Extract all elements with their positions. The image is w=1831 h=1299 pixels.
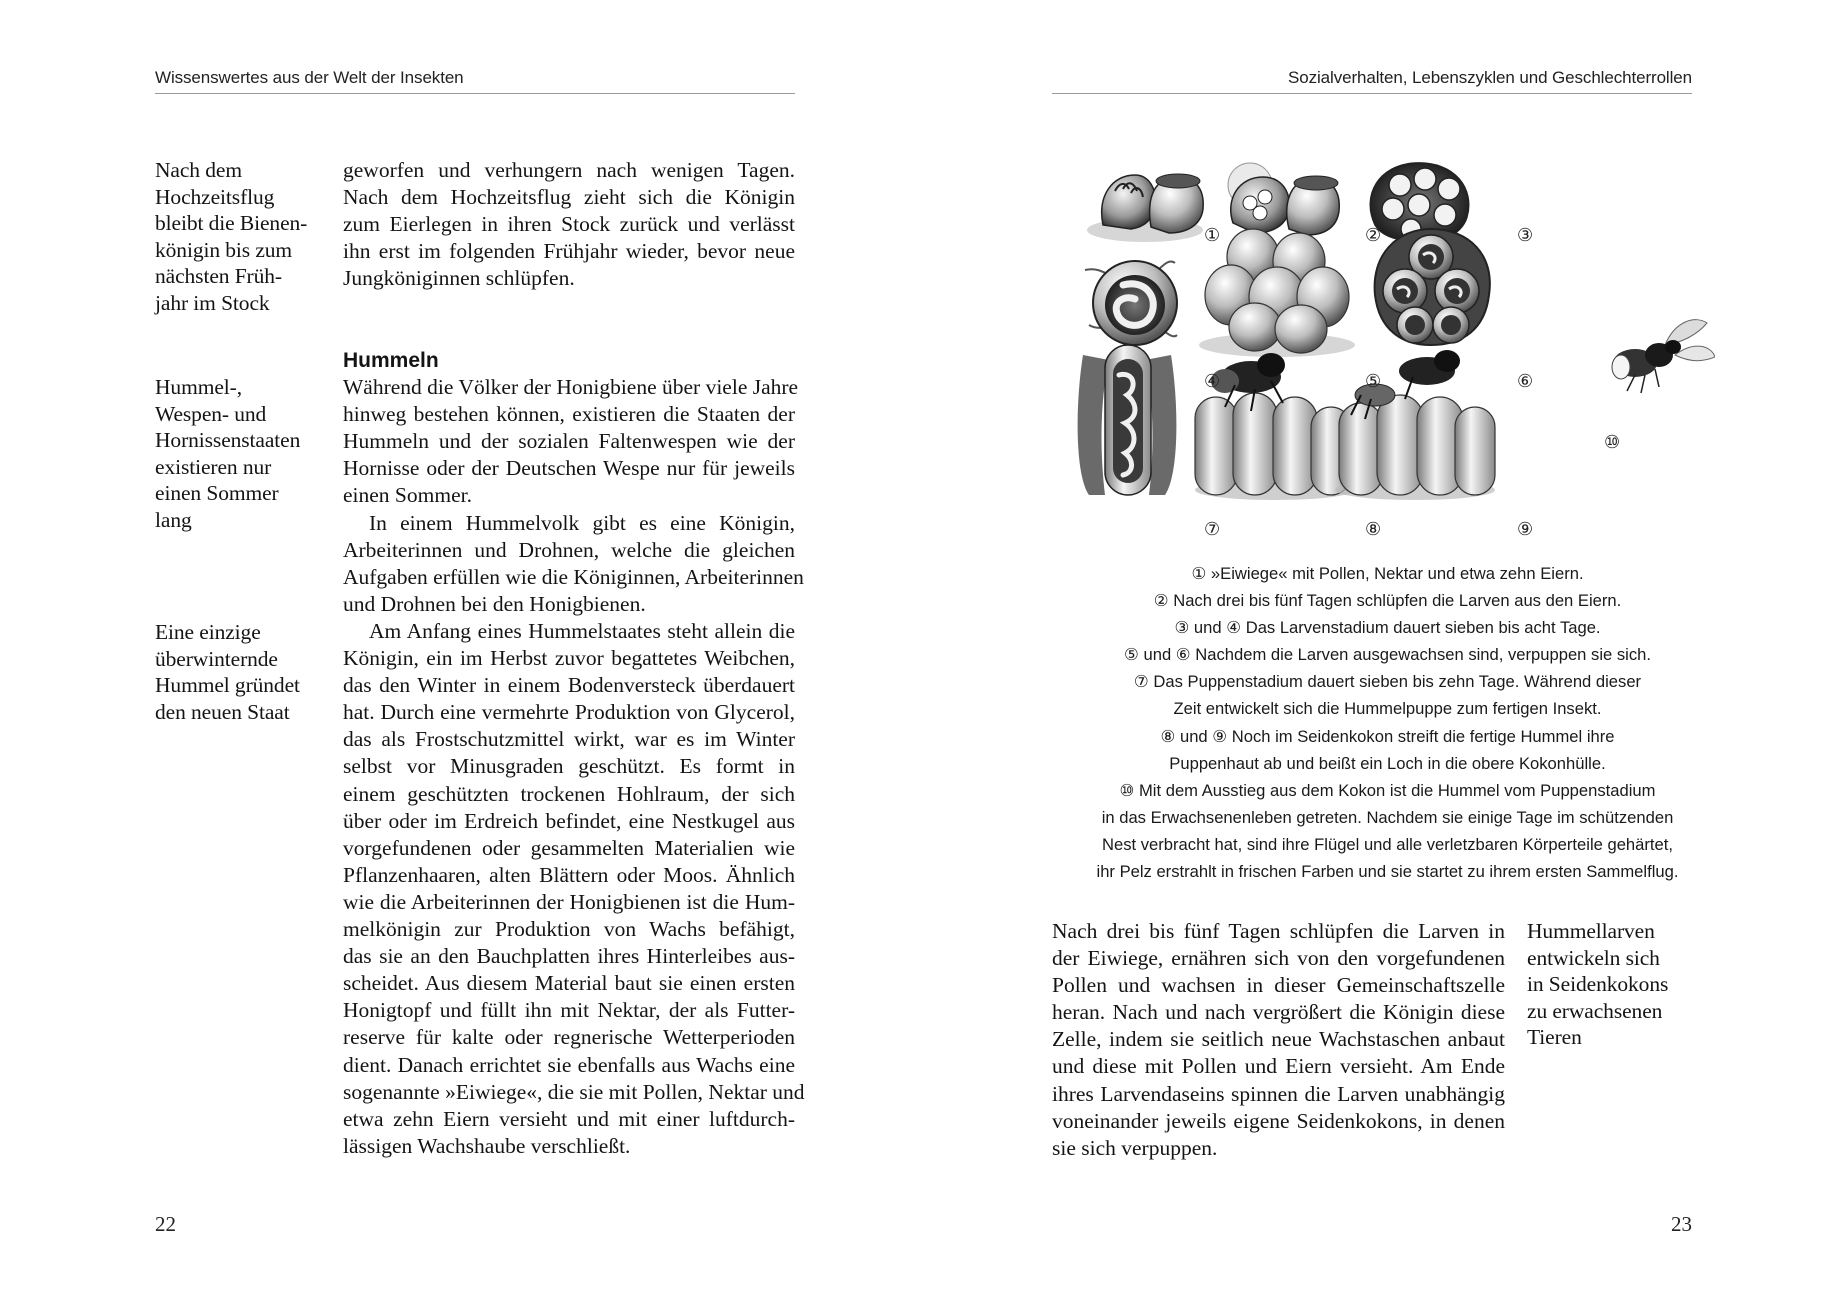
- caption-line: ⑦ Das Puppenstadium dauert sieben bis zehn Tage. Während dieser: [1133, 672, 1642, 692]
- text-line: reserve für kalte oder regnerische Wetterperioden: [343, 1025, 795, 1050]
- cocoon-cluster-illustration: [1199, 225, 1355, 357]
- margin-note-line: Eine einzige: [155, 620, 261, 644]
- margin-note-line: Hummel gründet: [155, 673, 300, 697]
- text-line: dient. Danach errichtet sie ebenfalls aus Wachs eine: [343, 1052, 795, 1077]
- figure-number-8: ⑧: [1365, 519, 1382, 540]
- caption-line: ② Nach drei bis fünf Tagen schlüpfen die Larven aus den Eiern.: [1153, 591, 1622, 611]
- margin-note-line: Hornissenstaaten: [155, 428, 301, 452]
- margin-note-2: [155, 374, 300, 533]
- text-line: und diese mit Pollen und Eiern versieht. Am Ende: [1052, 1054, 1505, 1079]
- single-larva-cell-illustration: [1085, 261, 1177, 345]
- text-line: ihres Larvendaseins spinnen die Larven unabhängig: [1052, 1081, 1505, 1106]
- text-line: das den Winter in einem Bodenversteck überdauert: [343, 673, 795, 698]
- text-line: Pollen und wachsen in dieser Gemeinschaftszelle: [1052, 973, 1505, 998]
- figure-caption: [1080, 560, 1695, 885]
- text-line: Honigtopf und füllt ihn mit Nektar, der als Futter-: [343, 998, 795, 1023]
- figure-number-5: ⑤: [1365, 371, 1382, 392]
- caption-line: Nest verbracht hat, sind ihre Flügel und alle verletzbaren Körperteile gehärtet,: [1102, 834, 1673, 854]
- margin-note-line: bleibt die Bienen-: [155, 211, 308, 235]
- open-cocoons-illustration: [1375, 229, 1490, 345]
- margin-note-line: Hummel-,: [155, 375, 242, 399]
- text-line: heran. Nach und nach vergrößert die Königin diese: [1052, 1000, 1505, 1025]
- margin-note-line: jahr im Stock: [155, 290, 270, 315]
- bumblebee-development-illustrations: [1075, 145, 1715, 550]
- text-line: Aufgaben erfüllen wie die Königinnen, Arbeiterinnen: [343, 565, 804, 590]
- margin-note-line: überwinternde: [155, 646, 278, 671]
- page-number-right: 23: [1671, 1212, 1692, 1236]
- caption-line: in das Erwachsenenleben getreten. Nachdem sie einige Tage im schützenden: [1101, 807, 1674, 827]
- text-line: Königin, ein im Herbst zuvor begattetes Weibchen,: [343, 646, 795, 671]
- bees-on-cocoons-illustration: [1335, 350, 1495, 500]
- margin-note-line: Hummellarven: [1527, 919, 1655, 943]
- caption-line: ihr Pelz erstrahlt in frischen Farben und sie startet zu ihrem ersten Sammelflug.: [1096, 862, 1679, 882]
- margin-note-3: [155, 619, 300, 725]
- text-line: Jungköniginnen schlüpfen.: [343, 266, 575, 291]
- body-paragraph-4: [343, 618, 805, 1160]
- margin-note-1: [155, 157, 307, 316]
- text-line: über oder im Erdreich befindet, eine Nestkugel aus: [343, 808, 795, 833]
- text-line: einen Sommer.: [343, 483, 472, 508]
- text-line: sie sich verpuppen.: [1052, 1135, 1218, 1160]
- text-line: Am Anfang eines Hummelstaates steht allein die: [369, 619, 795, 643]
- margin-note-line: Wespen- und: [155, 401, 267, 426]
- caption-line: ⑩ Mit dem Ausstieg aus dem Kokon ist die Hummel vom Puppenstadium: [1119, 780, 1656, 800]
- hatching-larvae-illustration: [1228, 163, 1339, 235]
- text-line: ihn erst im folgenden Frühjahr wieder, bevor neue: [343, 239, 795, 264]
- margin-note-line: entwickeln sich: [1527, 945, 1660, 970]
- figure-number-1: ①: [1204, 225, 1221, 246]
- text-line: In einem Hummelvolk gibt es eine Königin,: [369, 511, 795, 535]
- text-line: melkönigin zur Produktion von Wachs befähigt,: [343, 917, 795, 942]
- text-line: Zelle, indem sie seitlich neue Wachstaschen anbaut: [1052, 1027, 1505, 1052]
- caption-line: Puppenhaut ab und beißt ein Loch in die obere Kokonhülle.: [1169, 753, 1606, 773]
- text-line: selbst vor Minusgraden geschützt. Es formt in: [343, 754, 795, 779]
- figure-number-4: ④: [1204, 371, 1221, 392]
- body-paragraph-2: [343, 374, 799, 509]
- text-line: lässigen Wachshaube verschließt.: [343, 1133, 631, 1158]
- section-heading: Hummeln: [343, 349, 439, 372]
- margin-note-line: in Seidenkokons: [1527, 972, 1669, 996]
- margin-note-line: lang: [155, 507, 192, 532]
- margin-note-right: [1527, 918, 1668, 1051]
- margin-note-line: existieren nur: [155, 454, 272, 479]
- figure-number-3: ③: [1517, 225, 1534, 246]
- caption-line: ① »Eiwiege« mit Pollen, Nektar und etwa zehn Eiern.: [1191, 564, 1584, 583]
- text-line: etwa zehn Eiern versieht und mit einer luftdurch-: [343, 1106, 795, 1131]
- text-line: einem geschützten trockenen Hohlraum, der sich: [343, 781, 795, 806]
- running-head-right: Sozialverhalten, Lebenszyklen und Geschlechterrollen: [1288, 68, 1692, 87]
- text-line: Nach dem Hochzeitsflug zieht sich die Königin: [343, 185, 795, 210]
- text-line: wie die Arbeiterinnen der Honigbienen ist die Hum-: [343, 889, 795, 914]
- text-line: vorgefundenen oder gesammelten Materialien wie: [343, 835, 795, 860]
- running-head-left: Wissenswertes aus der Welt der Insekten: [155, 68, 464, 87]
- text-line: Pflanzenhaaren, alten Blättern oder Moos. Ähnlich: [343, 862, 795, 887]
- margin-note-line: zu erwachsenen: [1527, 998, 1663, 1023]
- caption-line: ⑤ und ⑥ Nachdem die Larven ausgewachsen sind, verpuppen sie sich.: [1124, 645, 1651, 665]
- figure-number-10: ⑩: [1604, 432, 1621, 453]
- margin-note-line: nächsten Früh-: [155, 264, 282, 288]
- caption-line: ⑧ und ⑨ Noch im Seidenkokon streift die fertige Hummel ihre: [1160, 726, 1615, 746]
- margin-note-line: königin bis zum: [155, 237, 293, 262]
- text-line: hinweg bestehen können, existieren die Staaten der: [343, 402, 795, 427]
- text-line: Während die Völker der Honigbiene über viele Jahre: [343, 375, 799, 399]
- header-rule-left: [155, 93, 795, 94]
- figure-number-2: ②: [1365, 225, 1382, 246]
- pupa-in-cocoon-illustration: [1078, 345, 1177, 495]
- caption-line: ③ und ④ Das Larvenstadium dauert sieben bis acht Tage.: [1174, 618, 1601, 638]
- figure-number-9: ⑨: [1517, 519, 1534, 540]
- text-line: Nach drei bis fünf Tagen schlüpfen die Larven in: [1052, 919, 1505, 943]
- figure-number-6: ⑥: [1517, 371, 1534, 392]
- text-line: sogenannte »Eiwiege«, die sie mit Pollen, Nektar und: [343, 1079, 805, 1104]
- text-line: zum Eierlegen in ihren Stock zurück und verlässt: [343, 212, 795, 237]
- text-line: Hummeln und der sozialen Faltenwespen wie der: [343, 429, 795, 454]
- text-line: scheidet. Aus diesem Material baut sie einen ersten: [343, 971, 795, 996]
- text-line: das als Frostschutzmittel wirkt, war es im Winter: [343, 727, 795, 752]
- header-rule-right: [1052, 93, 1692, 94]
- text-line: der Eiwiege, ernähren sich von den vorgefundenen: [1052, 946, 1505, 971]
- margin-note-line: einen Sommer: [155, 481, 279, 505]
- margin-note-line: den neuen Staat: [155, 699, 290, 724]
- body-paragraph-3: [343, 510, 804, 618]
- body-paragraph-1: [343, 157, 795, 292]
- text-line: das sie an den Bauchplatten ihres Hinterleibes aus-: [343, 944, 795, 969]
- body-paragraph-right: [1052, 918, 1505, 1162]
- caption-line: Zeit entwickelt sich die Hummelpuppe zum fertigen Insekt.: [1173, 699, 1602, 719]
- page-number-left: 22: [155, 1212, 176, 1236]
- text-line: und Drohnen bei den Honigbienen.: [343, 592, 646, 617]
- text-line: geworfen und verhungern nach wenigen Tagen.: [343, 158, 795, 182]
- text-line: Arbeiterinnen und Drohnen, welche die gleichen: [343, 538, 795, 563]
- egg-cell-illustration: [1087, 174, 1203, 242]
- figure-number-7: ⑦: [1204, 519, 1221, 540]
- text-line: hat. Durch eine vermehrte Produktion von Glycerol,: [343, 700, 795, 725]
- margin-note-line: Tieren: [1527, 1025, 1582, 1049]
- margin-note-line: Hochzeitsflug: [155, 184, 275, 209]
- text-line: voneinander jeweils eigene Seidenkokons, in denen: [1052, 1108, 1505, 1133]
- text-line: Hornisse oder der Deutschen Wespe nur für jeweils: [343, 456, 795, 481]
- flying-bumblebee-illustration: [1612, 320, 1715, 393]
- margin-note-line: Nach dem: [155, 158, 242, 182]
- left-page: [0, 0, 915, 1299]
